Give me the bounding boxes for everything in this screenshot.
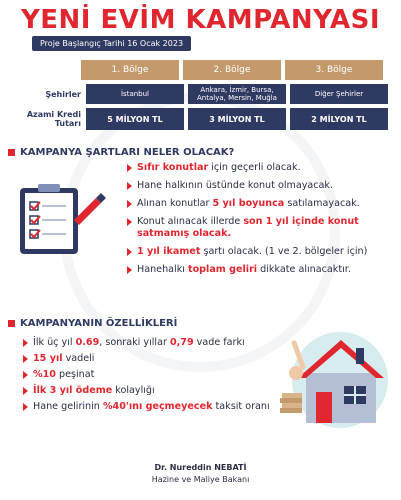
bullet-arrow-icon [127,218,132,226]
section-marker-icon [8,149,15,156]
loan-amount-region-2: 3 MİLYON TL [188,108,286,130]
region-table [6,60,400,134]
cities-region-1: İstanbul [86,84,184,104]
list-item: Konut alınacak illerde son 1 yıl içinde konut satmamış olacak. [127,216,397,240]
bullet-arrow-icon [127,248,132,256]
project-date-badge: Proje Başlangıç Tarihi 16 Ocak 2023 [32,36,191,51]
signer-role: Hazine ve Maliye Bakanı [151,475,250,484]
page-title: YENİ EVİM KAMPANYASI [20,5,381,35]
bullet-arrow-icon [23,371,28,379]
header-region-2: 2. Bölge [183,60,281,80]
header-region-1: 1. Bölge [81,60,179,80]
signer-name: Dr. Nureddin NEBATİ [154,463,247,472]
cities-region-3: Diğer Şehirler [290,84,388,104]
signature-block [0,463,401,484]
conditions-heading: KAMPANYA ŞARTLARI NELER OLACAK? [8,147,234,158]
loan-amount-region-1: 5 MİLYON TL [86,108,184,130]
cities-row [6,84,400,104]
bullet-arrow-icon [23,387,28,395]
header-region-3: 3. Bölge [285,60,383,80]
bullet-arrow-icon [127,200,132,208]
bullet-arrow-icon [127,164,132,172]
loan-amount-label: Azami Kredi Tutarı [26,110,81,128]
list-item: İlk üç yıl 0.69, sonraki yıllar 0,79 vade farkı [23,337,333,349]
bullet-arrow-icon [23,355,28,363]
list-item: 1 yıl ikamet şartı olacak. (1 ve 2. bölgeler için) [127,246,397,258]
list-item: İlk 3 yıl ödeme kolaylığı [23,385,333,397]
bullet-arrow-icon [127,266,132,274]
list-item: Hanehalkı toplam geliri dikkate alınacaktır. [127,264,397,276]
bullet-arrow-icon [127,182,132,190]
loan-amount-row [6,108,400,130]
conditions-list [127,162,397,282]
cities-label: Şehirler [45,89,81,99]
section-marker-icon [8,320,15,327]
list-item: Sıfır konutlar için geçerli olacak. [127,162,397,174]
features-heading: KAMPANYANIN ÖZELLİKLERİ [8,318,177,329]
list-item: Hane gelirinin %40'ını geçmeyecek taksit oranı [23,401,333,413]
house-illustration-icon [276,318,396,433]
bullet-arrow-icon [23,403,28,411]
cities-region-2: Ankara, İzmir, Bursa, Antalya, Mersin, Muğla [188,84,286,104]
list-item: 15 yıl vadeli [23,353,333,365]
checklist-clipboard-icon [12,180,112,260]
table-header-row [6,60,400,80]
list-item: %10 peşinat [23,369,333,381]
bullet-arrow-icon [23,339,28,347]
list-item: Alınan konutlar 5 yıl boyunca satılamayacak. [127,198,397,210]
loan-amount-region-3: 2 MİLYON TL [290,108,388,130]
list-item: Hane halkının üstünde konut olmayacak. [127,180,397,192]
